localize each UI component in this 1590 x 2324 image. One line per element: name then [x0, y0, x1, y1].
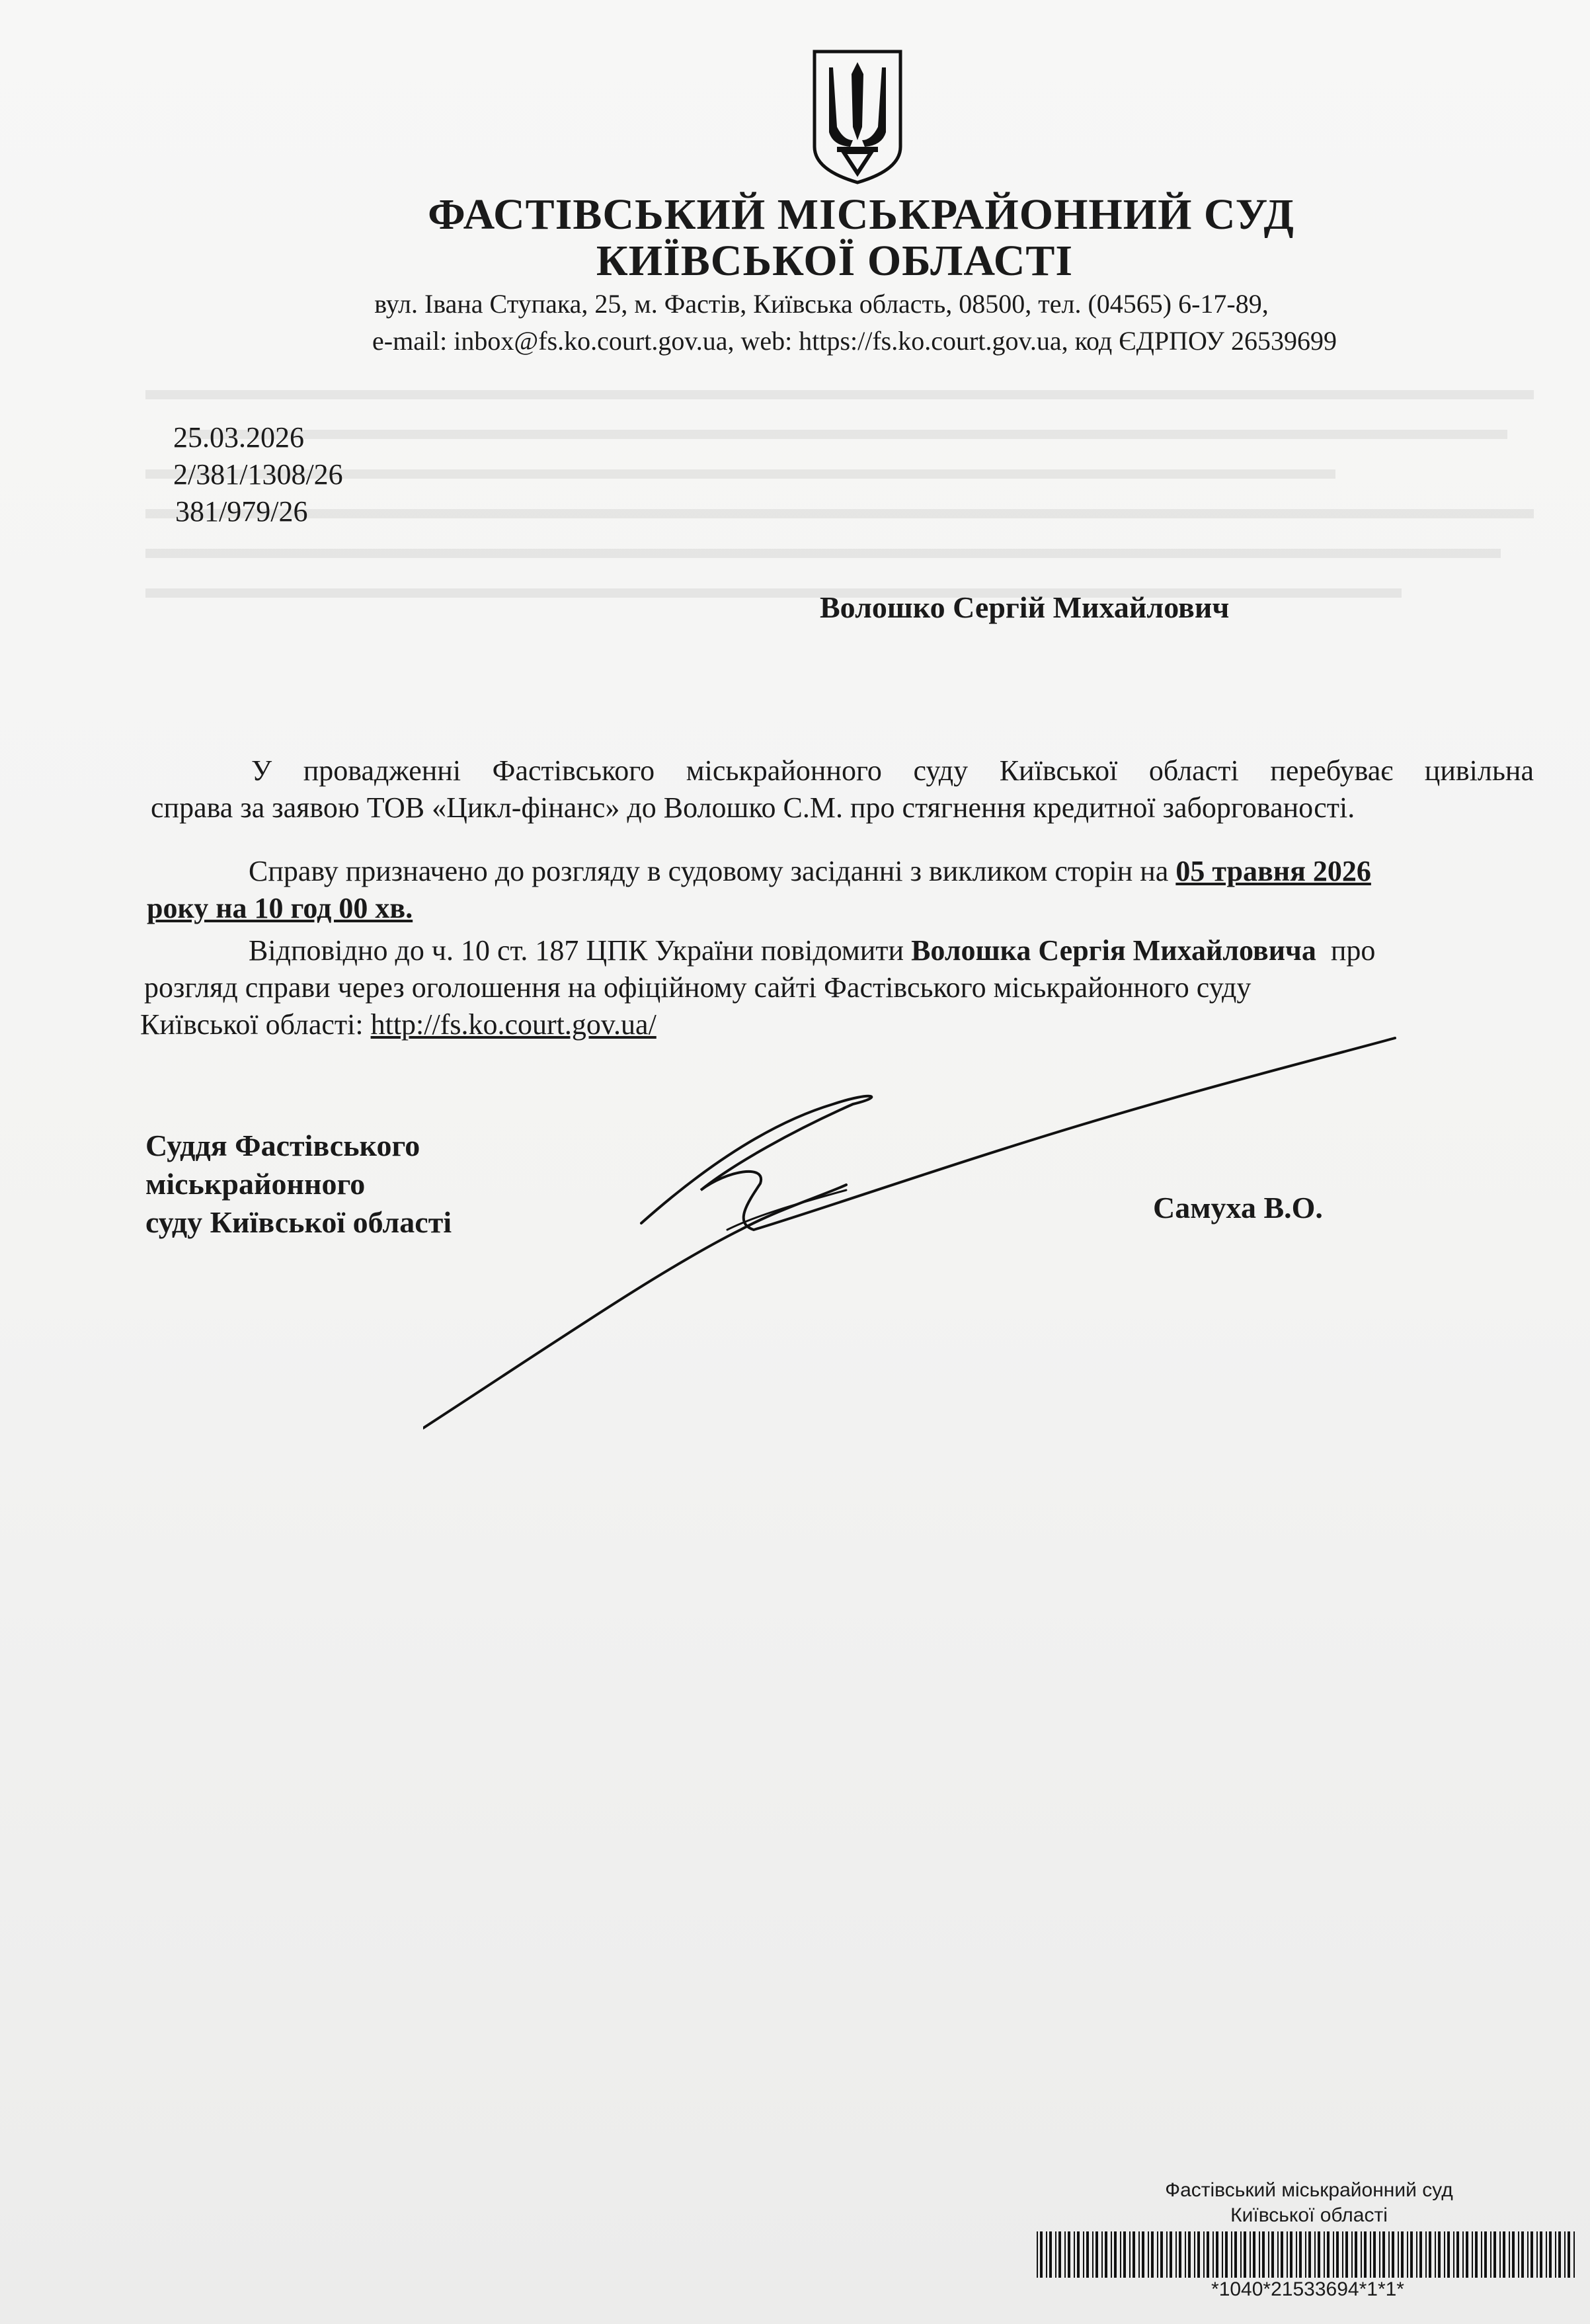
paragraph-3-line-1	[249, 932, 1544, 969]
barcode-bar	[1148, 2231, 1149, 2278]
recipient-name: Волошко Сергій Михайлович	[820, 590, 1230, 624]
barcode-number: *1040*21533694*1*1*	[1211, 2278, 1404, 2300]
court-address: вул. Івана Ступака, 25, м. Фастів, Київська область, 08500, тел. (04565) 6-17-89,	[374, 289, 1269, 319]
barcode-bar	[1453, 2231, 1454, 2278]
barcode-bar	[1540, 2231, 1542, 2278]
registry-stamp	[1124, 2178, 1494, 2228]
barcode-bar	[1558, 2231, 1561, 2278]
barcode-bar	[1361, 2231, 1362, 2278]
barcode-bar	[1564, 2231, 1566, 2278]
barcode-bar	[1521, 2231, 1524, 2278]
barcode-bar	[1373, 2231, 1376, 2278]
barcode-bar	[1203, 2231, 1205, 2278]
barcode-bar	[1160, 2231, 1163, 2278]
barcode-bar	[1287, 2231, 1288, 2278]
barcode-bar	[1475, 2231, 1478, 2278]
barcode-bar	[1151, 2231, 1154, 2278]
barcode-bar	[1549, 2231, 1552, 2278]
paragraph-1-line-2: справа за заявою ТОВ «Цикл-фінанс» до Волошко С.М. про стягнення кредитної заборгованості.	[151, 791, 1355, 824]
respondent-name: Волошка Сергія Михайловича	[911, 934, 1316, 967]
barcode-bar	[1166, 2231, 1168, 2278]
barcode-bar	[1484, 2231, 1487, 2278]
barcode-bar	[1296, 2231, 1297, 2278]
barcode-bar	[1419, 2231, 1422, 2278]
barcode-bar	[1231, 2231, 1232, 2278]
barcode-bar	[1503, 2231, 1505, 2278]
barcode-bar	[1324, 2231, 1325, 2278]
barcode-bar	[1407, 2231, 1408, 2278]
barcode-bar	[1268, 2231, 1269, 2278]
barcode-bar	[1123, 2231, 1126, 2278]
barcode-bar	[1438, 2231, 1441, 2278]
barcode-bar	[1086, 2231, 1089, 2278]
barcode-bar	[1157, 2231, 1158, 2278]
barcode-bar	[1333, 2231, 1334, 2278]
barcode-bar	[1234, 2231, 1237, 2278]
paragraph-3-intro: Відповідно до ч. 10 ст. 187 ЦПК України повідомити	[249, 934, 912, 967]
barcode-bar	[1179, 2231, 1181, 2278]
barcode-bar	[1462, 2231, 1464, 2278]
barcode-bar	[1447, 2231, 1450, 2278]
barcode-bar	[1425, 2231, 1427, 2278]
barcode-bar	[1277, 2231, 1279, 2278]
barcode-bar	[1499, 2231, 1501, 2278]
barcode-bar	[1351, 2231, 1353, 2278]
barcode-bar	[1416, 2231, 1417, 2278]
barcode-bar	[1444, 2231, 1445, 2278]
barcode-bar	[1490, 2231, 1491, 2278]
barcode-bar	[1481, 2231, 1482, 2278]
barcode-bar	[1568, 2231, 1570, 2278]
barcode-bar	[1105, 2231, 1107, 2278]
barcode-bar	[1388, 2231, 1390, 2278]
barcode-bar	[1546, 2231, 1547, 2278]
barcode-bar	[1456, 2231, 1459, 2278]
barcode-bar	[1222, 2231, 1223, 2278]
registry-stamp-line1: Фастівський міськрайонний суд	[1165, 2179, 1453, 2201]
barcode-bar	[1188, 2231, 1191, 2278]
barcode-bar	[1253, 2231, 1255, 2278]
barcode-bar	[1212, 2231, 1214, 2278]
barcode-bar	[1299, 2231, 1302, 2278]
barcode-bar	[1472, 2231, 1473, 2278]
barcode-bar	[1398, 2231, 1399, 2278]
registry-stamp-line2: Київської області	[1230, 2204, 1388, 2226]
barcode-bar	[1314, 2231, 1316, 2278]
barcode-bar	[1259, 2231, 1260, 2278]
barcode-bar	[1382, 2231, 1385, 2278]
barcode-bar	[1271, 2231, 1274, 2278]
judge-title	[145, 1127, 452, 1242]
barcode-bar	[1216, 2231, 1218, 2278]
barcode-bar	[1379, 2231, 1380, 2278]
handwritten-signature	[423, 1031, 1402, 1441]
barcode-bar	[1573, 2231, 1575, 2278]
barcode-bar	[1355, 2231, 1357, 2278]
barcode-bar	[1401, 2231, 1404, 2278]
trident-emblem-icon	[811, 48, 904, 186]
court-name-line2: КИЇВСЬКОЇ ОБЛАСТІ	[596, 237, 1074, 285]
barcode-bar	[1342, 2231, 1343, 2278]
barcode-bar	[1240, 2231, 1242, 2278]
paragraph-1-line-1: У провадженні Фастівського міськрайонного суду Київської області перебуває цивільна	[251, 754, 1534, 787]
barcode-bar	[1077, 2231, 1080, 2278]
paragraph-3-after: про	[1316, 934, 1376, 967]
case-number: 381/979/26	[175, 495, 308, 528]
barcode-bar	[1101, 2231, 1103, 2278]
barcode-bar	[1345, 2231, 1348, 2278]
barcode-bar	[1058, 2231, 1061, 2278]
barcode-bar	[1114, 2231, 1117, 2278]
barcode-bar	[1170, 2231, 1172, 2278]
document-date: 25.03.2026	[173, 421, 304, 454]
barcode-bar	[1281, 2231, 1283, 2278]
barcode-bar	[1518, 2231, 1519, 2278]
barcode-bar	[1185, 2231, 1186, 2278]
barcode-bar	[1095, 2231, 1098, 2278]
barcode-bar	[1466, 2231, 1468, 2278]
barcode-bar	[1527, 2231, 1529, 2278]
court-website-link[interactable]: http://fs.ko.court.gov.ua/	[370, 1008, 656, 1041]
barcode-bar	[1305, 2231, 1306, 2278]
court-name-line1: ФАСТІВСЬКИЙ МІСЬКРАЙОННИЙ СУД	[428, 190, 1294, 239]
barcode-bar	[1068, 2231, 1070, 2278]
judge-name: Самуха В.О.	[1153, 1191, 1323, 1224]
barcode-bar	[1555, 2231, 1556, 2278]
judge-title-line3: суду Київської області	[145, 1205, 452, 1239]
barcode-bar	[1197, 2231, 1200, 2278]
barcode	[1037, 2231, 1579, 2278]
barcode-bar	[1392, 2231, 1394, 2278]
barcode-bar	[1207, 2231, 1209, 2278]
outgoing-number: 2/381/1308/26	[173, 458, 343, 491]
barcode-bar	[1040, 2231, 1043, 2278]
barcode-bar	[1074, 2231, 1075, 2278]
barcode-bar	[1194, 2231, 1195, 2278]
barcode-bar	[1370, 2231, 1371, 2278]
barcode-bar	[1129, 2231, 1131, 2278]
barcode-bar	[1262, 2231, 1265, 2278]
barcode-bar	[1133, 2231, 1135, 2278]
barcode-bar	[1429, 2231, 1431, 2278]
barcode-bar	[1046, 2231, 1047, 2278]
barcode-bar	[1120, 2231, 1121, 2278]
barcode-bar	[1308, 2231, 1311, 2278]
barcode-bar	[1142, 2231, 1144, 2278]
barcode-bar	[1064, 2231, 1066, 2278]
paragraph-2	[249, 853, 1531, 890]
barcode-bar	[1092, 2231, 1093, 2278]
barcode-bar	[1493, 2231, 1496, 2278]
barcode-bar	[1512, 2231, 1515, 2278]
paragraph-3-line-2: розгляд справи через оголошення на офіційному сайті Фастівського міськрайонного суду	[144, 971, 1252, 1004]
barcode-bar	[1225, 2231, 1228, 2278]
barcode-bar	[1037, 2231, 1038, 2278]
paragraph-3-line-3-text: Київської області:	[140, 1008, 371, 1041]
barcode-bar	[1410, 2231, 1413, 2278]
barcode-bar	[1509, 2231, 1510, 2278]
barcode-bar	[1530, 2231, 1533, 2278]
barcode-bar	[1318, 2231, 1320, 2278]
judge-title-line2: міськрайонного	[145, 1167, 366, 1201]
court-contacts: e-mail: inbox@fs.ko.court.gov.ua, web: https://fs.ko.court.gov.ua, код ЄДРПОУ 26539699	[372, 326, 1337, 356]
barcode-bar	[1364, 2231, 1367, 2278]
hearing-time-line	[147, 890, 413, 927]
barcode-bar	[1055, 2231, 1056, 2278]
barcode-bar	[1175, 2231, 1177, 2278]
barcode-bar	[1336, 2231, 1339, 2278]
barcode-bar	[1290, 2231, 1292, 2278]
barcode-bar	[1138, 2231, 1140, 2278]
judge-title-line1: Суддя Фастівського	[145, 1129, 420, 1162]
barcode-bar	[1536, 2231, 1538, 2278]
barcode-bar	[1049, 2231, 1052, 2278]
barcode-bar	[1083, 2231, 1084, 2278]
hearing-time: року на 10 год 00 хв.	[147, 892, 413, 924]
barcode-bar	[1244, 2231, 1246, 2278]
barcode-bar	[1327, 2231, 1330, 2278]
barcode-bar	[1111, 2231, 1112, 2278]
paragraph-2-intro: Справу призначено до розгляду в судовому засіданні з викликом сторін на	[249, 855, 1176, 887]
barcode-bar	[1435, 2231, 1436, 2278]
hearing-date: 05 травня 2026	[1175, 855, 1371, 887]
barcode-bar	[1250, 2231, 1251, 2278]
